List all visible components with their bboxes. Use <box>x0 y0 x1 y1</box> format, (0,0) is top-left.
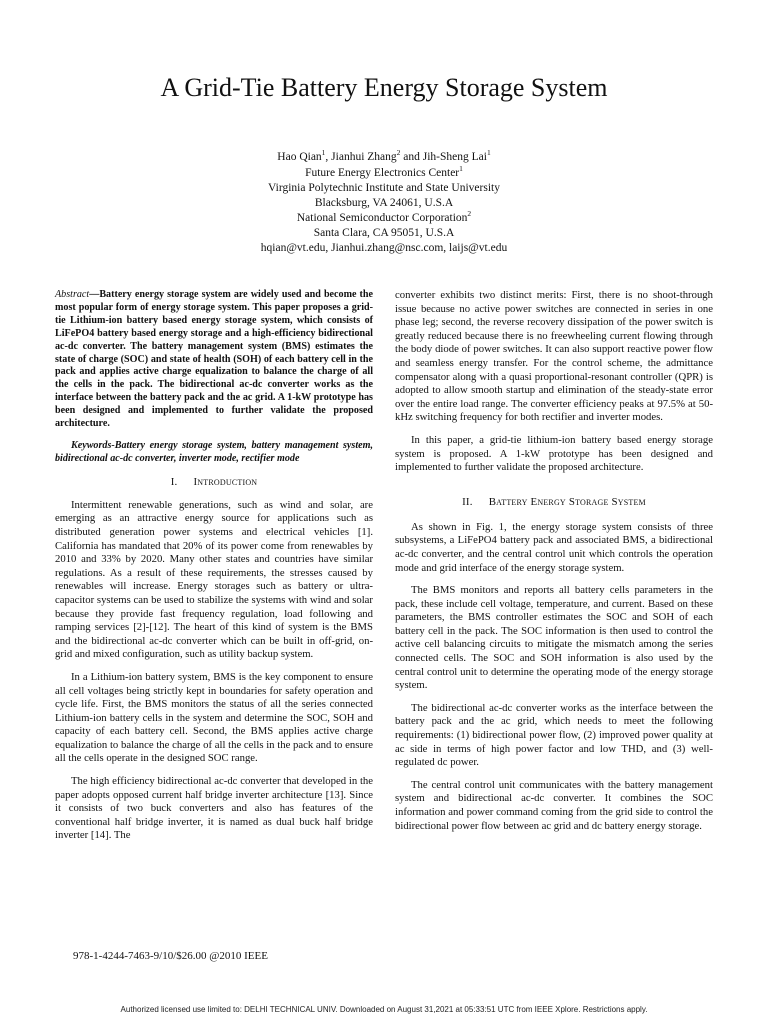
download-footer: Authorized licensed use limited to: DELHI TECHNICAL UNIV. Downloaded on August 31,2021 at 05:33:51 UTC from IEEE Xplore. Restrictions apply. <box>120 1005 648 1014</box>
author-name: Hao Qian <box>277 151 322 163</box>
section-title: Introduction <box>193 475 258 488</box>
author-separator: , <box>325 151 332 163</box>
author-affiliation-mark: 1 <box>486 148 491 158</box>
affiliation-1-address: Blacksburg, VA 24061, U.S.A <box>314 197 454 209</box>
author-separator: and <box>400 151 423 163</box>
affiliation-2-text: National Semiconductor Corporation <box>296 212 468 224</box>
body-paragraph: In a Lithium-ion battery system, BMS is the key component to ensure all cell voltages being strictly kept in boundaries for safety operation and cycle life. First, the BMS monitors the status of all the series connected Lithium-ion battery cells in the system and determine the SOC, SOH and capacity of each battery cell. Second, the BMS applies active charge equalization to balance the charge of all the cells in the pack and to ensure all the cells operate in the designed SOC range. <box>55 670 373 765</box>
right-column <box>395 289 713 842</box>
affiliation-2-address: Santa Clara, CA 95051, U.S.A <box>313 227 455 239</box>
abstract-text: Battery energy storage system are widely used and become the most popular form of energy storage system. This paper proposes a grid-tie Lithium-ion battery based energy storage system, which consists of LiFePO4 battery based energy storage and a high-efficiency bidirectional ac-dc converter. The battery management system (BMS) estimates the state of charge (SOC) and state of health (SOH) of each battery cell in the pack and applies active charge equalization to balance the charge of all the cells in the pack. The bidirectional ac-dc converter works as the interface between the battery pack and the ac grid. A 1-kW prototype has been designed and implemented to further validate the proposed architecture. <box>55 289 373 430</box>
keywords-text: Battery energy storage system, battery management system, bidirectional ac-dc converter, inverter mode, rectifier mode <box>55 439 373 464</box>
author-names <box>0 150 768 165</box>
copyright-notice: 978-1-4244-7463-9/10/$26.00 @2010 IEEE <box>73 950 268 962</box>
body-paragraph: As shown in Fig. 1, the energy storage system consists of three subsystems, a LiFePO4 battery pack and associated BMS, a bidirectional ac-dc converter, and the central control unit which controls the operation mode and grid interface of the energy storage system. <box>395 520 713 574</box>
affiliation-1-institution: Virginia Polytechnic Institute and State University <box>268 182 500 194</box>
section-heading-battery-energy-storage-system <box>395 495 713 509</box>
author-name: Jianhui Zhang <box>331 151 397 163</box>
body-paragraph: The high efficiency bidirectional ac-dc converter that developed in the paper adopts opposed current half bridge inverter architecture [13]. Since it consists of two buck converters and also has features of the conventional half bridge inverter, it is named as dual buck half bridge inverter [14]. The <box>55 775 373 842</box>
author-emails: hqian@vt.edu, Jianhui.zhang@nsc.com, laijs@vt.edu <box>260 242 508 254</box>
body-paragraph: The central control unit communicates with the battery management system and bidirectional ac-dc converter. It combines the SOC information and power command coming from the grid side to control the bidirectional power flow between ac grid and dc battery energy storage. <box>395 778 713 832</box>
affiliation-1-text: Future Energy Electronics Center <box>305 167 460 179</box>
body-paragraph: Intermittent renewable generations, such as wind and solar, are emerging as an attractive energy source for applications such as distributed generation power systems and electrical vehicles [1]. California has mandated that 20% of its power come from renewables by 2010 and 33% by 2020. Many other states and countries have similar regulations. As a result of these requirements, the stresses caused by renewables will increase. Energy storages such as battery or ultra-capacitor systems can be used to stabilize the systems with wind and solar because they provide fast frequency regulation, load following and ramping services [2]-[12]. The heart of this kind of system is the BMS and the bidirectional ac-dc converter which can be built in off-grid, on-grid and mixed configuration, such as utility backup system. <box>55 498 373 661</box>
paper-title: A Grid-Tie Battery Energy Storage System <box>160 73 608 102</box>
left-column <box>55 289 373 852</box>
author-block <box>0 150 768 256</box>
abstract-dash: — <box>89 289 100 300</box>
affiliation-1-name <box>0 166 768 181</box>
body-paragraph: The BMS monitors and reports all battery cells parameters in the pack, these include cell voltage, temperature, and current. Based on these parameters, the BMS controller estimates the SOC and SOH of each battery cell in the pack. The SOC information is then used to control the active cell balancing circuits to mitigate the mismatch among the series connected cells. The SOC and SOH information is also used by the central control unit to determine the operating mode of the energy storage system. <box>395 584 713 692</box>
section-title: Battery Energy Storage System <box>488 495 646 508</box>
body-paragraph: The bidirectional ac-dc converter works as the interface between the battery pack and the ac grid, which needs to meet the following requirements: (1) bidirectional power flow, (2) improved power quality at ac side in terms of high power factor and low THD, and (3) well-regulated dc power. <box>395 701 713 769</box>
author-affiliation-mark: 2 <box>396 148 401 158</box>
affiliation-2-mark: 2 <box>467 209 472 219</box>
body-paragraph: In this paper, a grid-tie lithium-ion battery based energy storage system is proposed. A 1-kW prototype has been designed and implemented to further validate the proposed architecture. <box>395 433 713 474</box>
section-number: II. <box>462 495 473 508</box>
affiliation-2-name <box>0 211 768 226</box>
author-affiliation-mark: 1 <box>321 148 326 158</box>
section-number: I. <box>170 475 178 488</box>
keywords <box>55 440 373 466</box>
abstract <box>55 289 373 431</box>
affiliation-1-mark: 1 <box>459 164 463 174</box>
section-heading-introduction <box>55 475 373 489</box>
abstract-label: Abstract <box>55 289 90 300</box>
keywords-label: Keywords- <box>71 439 115 451</box>
body-paragraph: converter exhibits two distinct merits: First, there is no shoot-through issue because no active power switches are connected in series in one phase leg; second, the reverse recovery dissipation of the power switch is greatly reduced because there is no freewheeling current flowing through the body diode of power switches. It can also support reactive power flow and seamless energy transfer. For the control scheme, the admittance compensator along with a quasi proportional-resonant controller (QPR) is adopted to allow smooth startup and elimination of the steady-state error over the entire load range. The converter efficiency peaks at 97.5% at 50-kHz switching frequency for both rectifier and inverter modes. <box>395 289 713 424</box>
author-name: Jih-Sheng Lai <box>422 151 487 163</box>
